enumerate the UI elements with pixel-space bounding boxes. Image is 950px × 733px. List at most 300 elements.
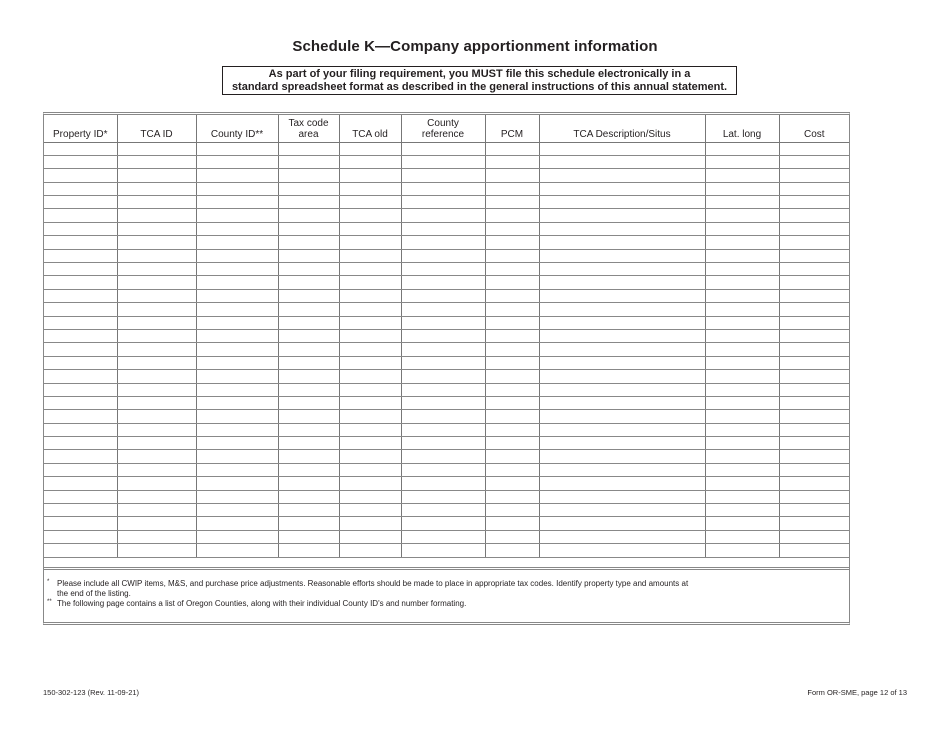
table-cell[interactable] (44, 182, 117, 195)
table-cell[interactable] (401, 504, 485, 517)
table-cell[interactable] (779, 383, 849, 396)
table-cell[interactable] (401, 142, 485, 155)
table-cell[interactable] (485, 182, 539, 195)
table-cell[interactable] (401, 356, 485, 369)
table-cell[interactable] (44, 544, 117, 557)
table-cell[interactable] (705, 490, 779, 503)
table-cell[interactable] (196, 276, 278, 289)
table-cell[interactable] (705, 249, 779, 262)
table-cell[interactable] (539, 169, 705, 182)
table-cell[interactable] (485, 544, 539, 557)
table-cell[interactable] (401, 437, 485, 450)
table-cell[interactable] (196, 196, 278, 209)
table-cell[interactable] (117, 370, 196, 383)
table-cell[interactable] (779, 477, 849, 490)
table-cell[interactable] (278, 504, 339, 517)
table-cell[interactable] (196, 169, 278, 182)
table-cell[interactable] (117, 504, 196, 517)
table-cell[interactable] (339, 249, 401, 262)
table-cell[interactable] (485, 437, 539, 450)
table-cell[interactable] (339, 142, 401, 155)
table-cell[interactable] (401, 276, 485, 289)
table-cell[interactable] (278, 222, 339, 235)
table-cell[interactable] (278, 182, 339, 195)
table-cell[interactable] (339, 303, 401, 316)
table-cell[interactable] (44, 423, 117, 436)
table-cell[interactable] (779, 169, 849, 182)
table-cell[interactable] (117, 463, 196, 476)
table-cell[interactable] (779, 490, 849, 503)
table-cell[interactable] (539, 142, 705, 155)
table-cell[interactable] (779, 504, 849, 517)
table-cell[interactable] (117, 169, 196, 182)
table-cell[interactable] (278, 196, 339, 209)
table-cell[interactable] (117, 289, 196, 302)
table-cell[interactable] (196, 463, 278, 476)
table-cell[interactable] (196, 450, 278, 463)
table-cell[interactable] (401, 423, 485, 436)
table-cell[interactable] (339, 530, 401, 543)
table-cell[interactable] (196, 329, 278, 342)
table-cell[interactable] (779, 209, 849, 222)
table-cell[interactable] (196, 383, 278, 396)
table-cell[interactable] (117, 236, 196, 249)
table-cell[interactable] (539, 196, 705, 209)
table-cell[interactable] (339, 263, 401, 276)
table-cell[interactable] (278, 303, 339, 316)
table-cell[interactable] (539, 504, 705, 517)
table-cell[interactable] (117, 222, 196, 235)
table-cell[interactable] (539, 530, 705, 543)
table-cell[interactable] (339, 450, 401, 463)
table-cell[interactable] (117, 329, 196, 342)
table-cell[interactable] (485, 276, 539, 289)
table-cell[interactable] (196, 490, 278, 503)
table-cell[interactable] (278, 396, 339, 409)
table-cell[interactable] (196, 316, 278, 329)
table-cell[interactable] (278, 544, 339, 557)
table-cell[interactable] (117, 423, 196, 436)
table-cell[interactable] (196, 544, 278, 557)
table-cell[interactable] (44, 370, 117, 383)
table-cell[interactable] (485, 477, 539, 490)
table-cell[interactable] (705, 396, 779, 409)
table-cell[interactable] (44, 530, 117, 543)
table-cell[interactable] (278, 276, 339, 289)
table-cell[interactable] (44, 155, 117, 168)
table-cell[interactable] (278, 477, 339, 490)
table-cell[interactable] (779, 303, 849, 316)
table-cell[interactable] (44, 463, 117, 476)
table-cell[interactable] (339, 463, 401, 476)
table-cell[interactable] (705, 477, 779, 490)
table-cell[interactable] (401, 490, 485, 503)
table-cell[interactable] (278, 383, 339, 396)
table-cell[interactable] (779, 343, 849, 356)
table-cell[interactable] (44, 263, 117, 276)
table-cell[interactable] (401, 222, 485, 235)
table-cell[interactable] (539, 182, 705, 195)
table-cell[interactable] (401, 303, 485, 316)
table-cell[interactable] (485, 222, 539, 235)
table-cell[interactable] (196, 263, 278, 276)
table-cell[interactable] (401, 182, 485, 195)
table-cell[interactable] (339, 370, 401, 383)
table-cell[interactable] (485, 383, 539, 396)
table-cell[interactable] (278, 249, 339, 262)
table-cell[interactable] (779, 530, 849, 543)
table-cell[interactable] (401, 169, 485, 182)
table-cell[interactable] (539, 370, 705, 383)
table-cell[interactable] (401, 383, 485, 396)
table-cell[interactable] (339, 423, 401, 436)
table-cell[interactable] (196, 249, 278, 262)
table-cell[interactable] (539, 490, 705, 503)
table-cell[interactable] (117, 303, 196, 316)
table-cell[interactable] (485, 249, 539, 262)
table-cell[interactable] (339, 196, 401, 209)
table-cell[interactable] (485, 142, 539, 155)
table-cell[interactable] (539, 450, 705, 463)
table-cell[interactable] (779, 263, 849, 276)
table-cell[interactable] (339, 182, 401, 195)
table-cell[interactable] (485, 196, 539, 209)
table-cell[interactable] (44, 249, 117, 262)
table-cell[interactable] (44, 437, 117, 450)
table-cell[interactable] (339, 410, 401, 423)
table-cell[interactable] (278, 343, 339, 356)
table-cell[interactable] (705, 209, 779, 222)
table-cell[interactable] (196, 222, 278, 235)
table-cell[interactable] (196, 410, 278, 423)
table-cell[interactable] (779, 276, 849, 289)
table-cell[interactable] (401, 477, 485, 490)
table-cell[interactable] (278, 450, 339, 463)
table-cell[interactable] (339, 155, 401, 168)
table-cell[interactable] (339, 504, 401, 517)
table-cell[interactable] (705, 517, 779, 530)
table-cell[interactable] (44, 356, 117, 369)
table-cell[interactable] (705, 303, 779, 316)
table-cell[interactable] (117, 316, 196, 329)
table-cell[interactable] (485, 463, 539, 476)
table-cell[interactable] (485, 263, 539, 276)
table-cell[interactable] (117, 343, 196, 356)
table-cell[interactable] (539, 517, 705, 530)
table-cell[interactable] (44, 383, 117, 396)
table-cell[interactable] (278, 423, 339, 436)
table-cell[interactable] (705, 504, 779, 517)
table-cell[interactable] (401, 263, 485, 276)
table-cell[interactable] (196, 236, 278, 249)
table-cell[interactable] (401, 530, 485, 543)
table-cell[interactable] (339, 276, 401, 289)
table-cell[interactable] (339, 356, 401, 369)
table-cell[interactable] (401, 396, 485, 409)
table-cell[interactable] (705, 316, 779, 329)
table-cell[interactable] (779, 222, 849, 235)
table-cell[interactable] (539, 343, 705, 356)
table-cell[interactable] (779, 423, 849, 436)
table-cell[interactable] (539, 463, 705, 476)
table-cell[interactable] (401, 370, 485, 383)
table-cell[interactable] (44, 490, 117, 503)
table-cell[interactable] (485, 410, 539, 423)
table-cell[interactable] (196, 209, 278, 222)
table-cell[interactable] (485, 517, 539, 530)
table-cell[interactable] (485, 236, 539, 249)
table-cell[interactable] (117, 437, 196, 450)
table-cell[interactable] (485, 370, 539, 383)
table-cell[interactable] (278, 463, 339, 476)
table-cell[interactable] (196, 155, 278, 168)
table-cell[interactable] (278, 316, 339, 329)
table-cell[interactable] (779, 544, 849, 557)
table-cell[interactable] (278, 155, 339, 168)
table-cell[interactable] (44, 236, 117, 249)
table-cell[interactable] (539, 437, 705, 450)
table-cell[interactable] (705, 544, 779, 557)
table-cell[interactable] (278, 209, 339, 222)
table-cell[interactable] (705, 356, 779, 369)
table-cell[interactable] (339, 169, 401, 182)
table-cell[interactable] (339, 343, 401, 356)
table-cell[interactable] (705, 236, 779, 249)
table-cell[interactable] (339, 383, 401, 396)
table-cell[interactable] (401, 316, 485, 329)
table-cell[interactable] (44, 343, 117, 356)
table-cell[interactable] (44, 450, 117, 463)
table-cell[interactable] (705, 463, 779, 476)
table-cell[interactable] (117, 249, 196, 262)
table-cell[interactable] (779, 142, 849, 155)
table-cell[interactable] (117, 490, 196, 503)
table-cell[interactable] (196, 182, 278, 195)
table-cell[interactable] (196, 356, 278, 369)
table-cell[interactable] (705, 329, 779, 342)
table-cell[interactable] (117, 263, 196, 276)
table-cell[interactable] (705, 437, 779, 450)
table-cell[interactable] (705, 410, 779, 423)
table-cell[interactable] (339, 437, 401, 450)
table-cell[interactable] (44, 303, 117, 316)
table-cell[interactable] (117, 383, 196, 396)
table-cell[interactable] (485, 530, 539, 543)
table-cell[interactable] (117, 396, 196, 409)
table-cell[interactable] (539, 236, 705, 249)
table-cell[interactable] (539, 396, 705, 409)
table-cell[interactable] (705, 276, 779, 289)
table-cell[interactable] (705, 155, 779, 168)
table-cell[interactable] (539, 410, 705, 423)
table-cell[interactable] (401, 450, 485, 463)
table-cell[interactable] (44, 209, 117, 222)
table-cell[interactable] (339, 396, 401, 409)
table-cell[interactable] (485, 316, 539, 329)
table-cell[interactable] (117, 142, 196, 155)
table-cell[interactable] (485, 289, 539, 302)
table-cell[interactable] (539, 329, 705, 342)
table-cell[interactable] (339, 490, 401, 503)
table-cell[interactable] (117, 155, 196, 168)
table-cell[interactable] (44, 196, 117, 209)
table-cell[interactable] (278, 236, 339, 249)
table-cell[interactable] (278, 490, 339, 503)
table-cell[interactable] (117, 530, 196, 543)
table-cell[interactable] (44, 169, 117, 182)
table-cell[interactable] (117, 182, 196, 195)
table-cell[interactable] (401, 155, 485, 168)
table-cell[interactable] (485, 356, 539, 369)
table-cell[interactable] (44, 517, 117, 530)
table-cell[interactable] (485, 303, 539, 316)
table-cell[interactable] (539, 222, 705, 235)
table-cell[interactable] (196, 396, 278, 409)
table-cell[interactable] (117, 196, 196, 209)
table-cell[interactable] (401, 209, 485, 222)
table-cell[interactable] (278, 329, 339, 342)
table-cell[interactable] (196, 437, 278, 450)
table-cell[interactable] (196, 370, 278, 383)
table-cell[interactable] (485, 450, 539, 463)
table-cell[interactable] (196, 289, 278, 302)
table-cell[interactable] (779, 236, 849, 249)
table-cell[interactable] (779, 155, 849, 168)
table-cell[interactable] (278, 263, 339, 276)
table-cell[interactable] (44, 396, 117, 409)
table-cell[interactable] (779, 329, 849, 342)
table-cell[interactable] (779, 316, 849, 329)
table-cell[interactable] (539, 263, 705, 276)
table-cell[interactable] (705, 383, 779, 396)
table-cell[interactable] (44, 504, 117, 517)
table-cell[interactable] (485, 343, 539, 356)
table-cell[interactable] (485, 209, 539, 222)
table-cell[interactable] (278, 370, 339, 383)
table-cell[interactable] (278, 142, 339, 155)
table-cell[interactable] (117, 517, 196, 530)
table-cell[interactable] (779, 370, 849, 383)
table-cell[interactable] (485, 155, 539, 168)
table-cell[interactable] (44, 289, 117, 302)
table-cell[interactable] (117, 477, 196, 490)
table-cell[interactable] (401, 329, 485, 342)
table-cell[interactable] (117, 544, 196, 557)
table-cell[interactable] (705, 370, 779, 383)
table-cell[interactable] (539, 209, 705, 222)
table-cell[interactable] (278, 437, 339, 450)
table-cell[interactable] (705, 423, 779, 436)
table-cell[interactable] (539, 303, 705, 316)
table-cell[interactable] (196, 343, 278, 356)
table-cell[interactable] (779, 517, 849, 530)
table-cell[interactable] (485, 423, 539, 436)
table-cell[interactable] (339, 316, 401, 329)
table-cell[interactable] (539, 423, 705, 436)
table-cell[interactable] (779, 196, 849, 209)
table-cell[interactable] (339, 236, 401, 249)
table-cell[interactable] (779, 463, 849, 476)
table-cell[interactable] (117, 410, 196, 423)
table-cell[interactable] (339, 544, 401, 557)
table-cell[interactable] (485, 329, 539, 342)
table-cell[interactable] (779, 396, 849, 409)
table-cell[interactable] (339, 477, 401, 490)
table-cell[interactable] (401, 289, 485, 302)
table-cell[interactable] (705, 182, 779, 195)
table-cell[interactable] (44, 222, 117, 235)
table-cell[interactable] (401, 463, 485, 476)
table-cell[interactable] (339, 289, 401, 302)
table-cell[interactable] (278, 410, 339, 423)
table-cell[interactable] (401, 517, 485, 530)
table-cell[interactable] (401, 544, 485, 557)
table-cell[interactable] (779, 356, 849, 369)
table-cell[interactable] (117, 276, 196, 289)
table-cell[interactable] (539, 155, 705, 168)
table-cell[interactable] (278, 517, 339, 530)
table-cell[interactable] (705, 196, 779, 209)
table-cell[interactable] (278, 530, 339, 543)
table-cell[interactable] (485, 504, 539, 517)
table-cell[interactable] (339, 329, 401, 342)
table-cell[interactable] (705, 289, 779, 302)
table-cell[interactable] (705, 343, 779, 356)
table-cell[interactable] (779, 182, 849, 195)
table-cell[interactable] (196, 303, 278, 316)
table-cell[interactable] (401, 196, 485, 209)
table-cell[interactable] (44, 477, 117, 490)
table-cell[interactable] (196, 142, 278, 155)
table-cell[interactable] (196, 504, 278, 517)
table-cell[interactable] (485, 169, 539, 182)
table-cell[interactable] (705, 142, 779, 155)
table-cell[interactable] (539, 289, 705, 302)
table-cell[interactable] (117, 209, 196, 222)
table-cell[interactable] (779, 437, 849, 450)
table-cell[interactable] (779, 410, 849, 423)
table-cell[interactable] (401, 343, 485, 356)
table-cell[interactable] (196, 517, 278, 530)
table-cell[interactable] (44, 316, 117, 329)
table-cell[interactable] (117, 450, 196, 463)
table-cell[interactable] (705, 450, 779, 463)
table-cell[interactable] (539, 316, 705, 329)
table-cell[interactable] (539, 477, 705, 490)
table-cell[interactable] (485, 490, 539, 503)
table-cell[interactable] (401, 410, 485, 423)
table-cell[interactable] (705, 530, 779, 543)
table-cell[interactable] (779, 450, 849, 463)
table-cell[interactable] (401, 236, 485, 249)
table-cell[interactable] (705, 169, 779, 182)
table-cell[interactable] (339, 517, 401, 530)
table-cell[interactable] (779, 249, 849, 262)
table-cell[interactable] (339, 209, 401, 222)
table-cell[interactable] (705, 263, 779, 276)
table-cell[interactable] (539, 356, 705, 369)
table-cell[interactable] (196, 530, 278, 543)
table-cell[interactable] (196, 477, 278, 490)
table-cell[interactable] (196, 423, 278, 436)
table-cell[interactable] (44, 142, 117, 155)
table-cell[interactable] (44, 329, 117, 342)
table-cell[interactable] (539, 276, 705, 289)
table-cell[interactable] (278, 356, 339, 369)
table-cell[interactable] (401, 249, 485, 262)
table-cell[interactable] (485, 396, 539, 409)
table-cell[interactable] (539, 544, 705, 557)
